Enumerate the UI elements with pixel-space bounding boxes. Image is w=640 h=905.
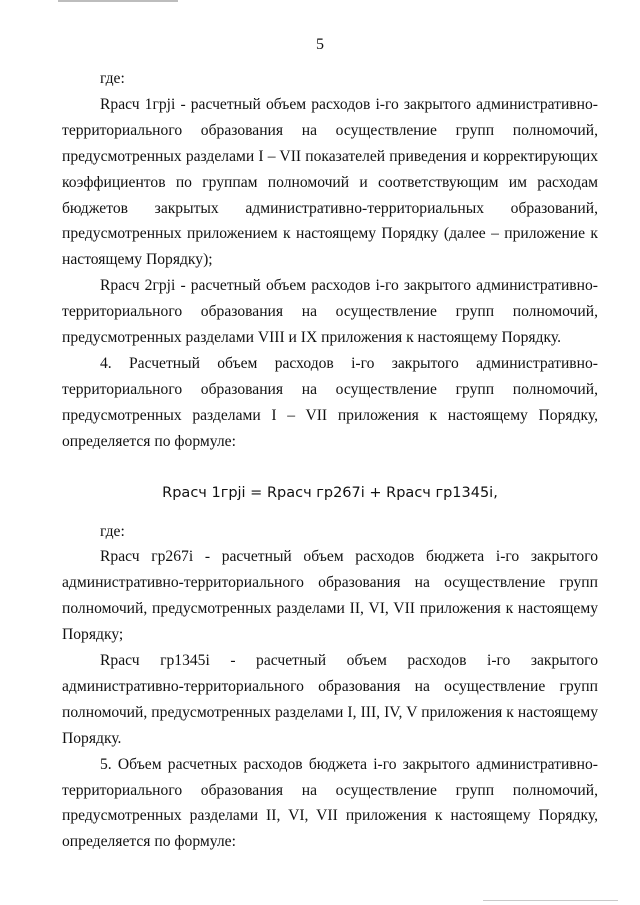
definition-r1345: Rрасч гр1345i - расчетный объем расходов i-го закрытого административно-территориального образования на осуществление групп полномочий, предусмотренных разделами I, III, IV, V приложения к настоящему Порядку. xyxy=(62,652,598,747)
page-number: 5 xyxy=(316,36,324,53)
where-label: где: xyxy=(100,70,125,87)
definition-r2: Rрасч 2грji - расчетный объем расходов i-го закрытого административно-территориального образования на осуществление групп полномочий, предусмотренных разделами VIII и IX приложения к настоящему Порядку. xyxy=(62,277,598,347)
definition-r267: Rрасч гр267i - расчетный объем расходов бюджета i-го закрытого административно-территориального образования на осуществление групп полномочий, предусмотренных разделами II, VI, VII приложения к настоящему Порядку; xyxy=(62,548,598,644)
clause-5: 5. Объем расчетных расходов бюджета i-го закрытого административно-территориального образования на осуществление групп полномочий, предусмотренных разделами II, VI, VII приложения к настоящему Порядку, определяется по формуле: xyxy=(62,755,598,851)
scan-artifact-bottom xyxy=(483,900,618,901)
formula: Rрасч 1грji = Rрасч гр267i + Rрасч гр1345i, xyxy=(162,484,498,501)
definition-r1: Rрасч 1грji - расчетный объем расходов i-го закрытого административно-территориального образования на осуществление групп полномочий, предусмотренных разделами I – VII показателей приведения и корректирующих коэффициентов по группам полномочий и соответствующим им расходам бюджетов закрытых административно-территориальных образований, предусмотренных приложением к настоящему Порядку (далее – приложение к настоящему Порядку); xyxy=(62,95,598,269)
clause-4: 4. Расчетный объем расходов i-го закрытого административно-территориального образования на осуществление групп полномочий, предусмотренных разделами I – VII приложения к настоящему Порядку, определяется по формуле: xyxy=(62,354,598,450)
document-body xyxy=(62,66,598,855)
where-label-2: где: xyxy=(100,522,125,540)
scan-artifact-top xyxy=(58,0,178,2)
